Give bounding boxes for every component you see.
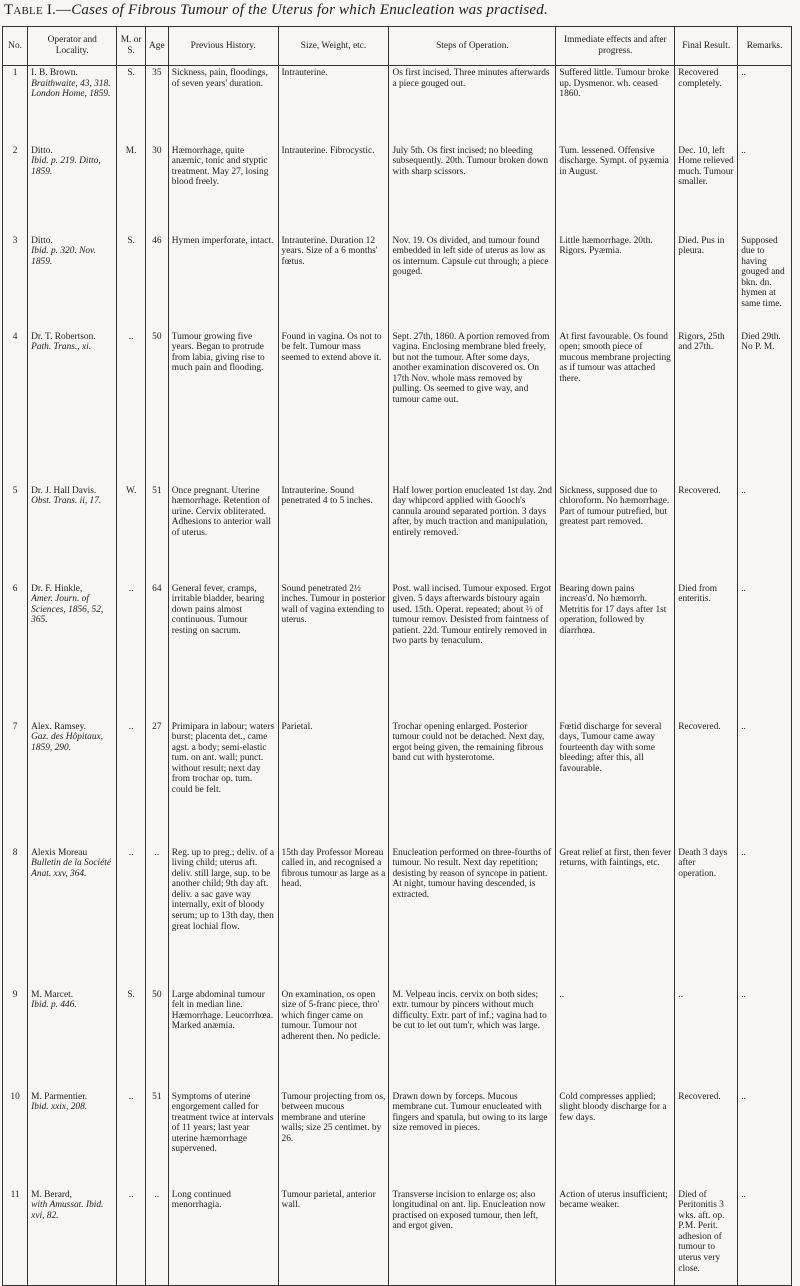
cell-effects: Cold compresses applied; slight bloody discharge for a few days. xyxy=(556,1090,675,1188)
cell-age: 35 xyxy=(145,66,168,144)
cell-size: Sound penetrated 2½ inches. Tumour in posterior wall of vagina extending to uterus. xyxy=(278,582,389,720)
table-row xyxy=(3,234,792,330)
header-result: Final Result. xyxy=(675,27,738,66)
cell-result: .. xyxy=(675,988,738,1090)
cell-no: 4 xyxy=(3,330,28,484)
cell-no: 10 xyxy=(3,1090,28,1188)
header-history: Previous History. xyxy=(168,27,278,66)
table-row xyxy=(3,66,792,144)
cell-steps: July 5th. Os first incised; no bleeding subsequently. 20th. Tumour broken down with sharp scissors. xyxy=(389,144,556,234)
cell-remarks: .. xyxy=(738,66,792,144)
header-operator: Operator and Locality. xyxy=(28,27,117,66)
operator-reference: Ibid. p. 320. Nov. 1859. xyxy=(31,246,96,267)
cell-operator xyxy=(28,330,117,484)
cell-operator xyxy=(28,484,117,582)
cell-size: Tumour projecting from os, between mucous membrane and uterine walls; size 25 centimet. by 26. xyxy=(278,1090,389,1188)
cell-result: Recovered. xyxy=(675,1090,738,1188)
header-remarks: Remarks. xyxy=(738,27,792,66)
cell-operator xyxy=(28,1090,117,1188)
table-row xyxy=(3,144,792,234)
operator-reference: Path. Trans., xi. xyxy=(31,342,92,353)
cell-result: Recovered. xyxy=(675,720,738,846)
cell-size: Found in vagina. Os not to be felt. Tumour mass seemed to extend above it. xyxy=(278,330,389,484)
cell-ms: .. xyxy=(117,1188,146,1286)
cell-steps: Os first incised. Three minutes afterwards a piece gouged out. xyxy=(389,66,556,144)
cell-age: 51 xyxy=(145,1090,168,1188)
cell-age: 50 xyxy=(145,330,168,484)
cell-steps: Trochar opening enlarged. Posterior tumour could not be detached. Next day, ergot being given, the remaining fibrous band cut with hysterotome. xyxy=(389,720,556,846)
cell-size: Intrauterine. xyxy=(278,66,389,144)
cell-operator xyxy=(28,582,117,720)
cell-steps: Half lower portion enucleated 1st day. 2nd day whipcord applied with Gooch's cannula around separated portion. 3 days after, by much traction and manipulation, entirely removed. xyxy=(389,484,556,582)
cell-size: Intrauterine. Fibrocystic. xyxy=(278,144,389,234)
header-no: No. xyxy=(3,27,28,66)
cell-age: 51 xyxy=(145,484,168,582)
cell-steps: Enucleation performed on three-fourths of tumour. No result. Next day repetition; desisting by reason of syncope in patient. At night, tumour having descended, is extracted. xyxy=(389,846,556,988)
operator-reference: Amer. Journ. of Sciences, 1856, 52, 365. xyxy=(31,594,104,626)
cell-effects: Bearing down pains increas'd. No hæmorrh. Metritis for 17 days after 1st operation, followed by diarrhœa. xyxy=(556,582,675,720)
cell-operator xyxy=(28,720,117,846)
cell-steps: Transverse incision to enlarge os; also longitudinal on ant. lip. Enucleation now practised on exposed tumour, then left, and ergot given. xyxy=(389,1188,556,1286)
cell-no: 9 xyxy=(3,988,28,1090)
cell-remarks: .. xyxy=(738,1090,792,1188)
cell-ms: .. xyxy=(117,330,146,484)
cell-no: 7 xyxy=(3,720,28,846)
cell-result: Died from enteritis. xyxy=(675,582,738,720)
cell-steps: Drawn down by forceps. Mucous membrane cut. Tumour enucleated with fingers and spatula, but owing to its large size removed in pieces. xyxy=(389,1090,556,1188)
cell-age: .. xyxy=(145,846,168,988)
page-title: Table I.—Cases of Fibrous Tumour of the Uterus for which Enucleation was practised. xyxy=(4,2,548,18)
operator-name: Ditto. xyxy=(31,145,53,156)
cell-remarks: .. xyxy=(738,144,792,234)
cell-history: Primipara in labour; waters burst; placenta det., came agst. a body; semi-elastic tum. on ant. wall; punct. without result; next day from trochar op. tum. could be felt. xyxy=(168,720,278,846)
cell-size: Parietal. xyxy=(278,720,389,846)
cell-size: On examination, os open size of 5-franc piece, thro' which finger came on tumour. Tumour not adherent then. No pedicle. xyxy=(278,988,389,1090)
header-ms: M. or S. xyxy=(117,27,146,66)
header-steps: Steps of Operation. xyxy=(389,27,556,66)
cell-effects: At first favourable. Os found open; smooth piece of mucous membrane projecting as if tumour was attached there. xyxy=(556,330,675,484)
cell-effects: .. xyxy=(556,988,675,1090)
operator-reference: Ibid. xxix, 208. xyxy=(31,1102,88,1113)
cell-steps: Post. wall incised. Tumour exposed. Ergot given. 5 days afterwards bistoury again used. 15th. Operat. repeated; about ⅔ of tumour remov. Desisted from faintness of patient. 22d. Tumour entirely removed in two parts by tenaculum. xyxy=(389,582,556,720)
operator-reference: Ibid. p. 446. xyxy=(31,1000,77,1011)
operator-reference: Gaz. des Hôpitaux, 1859, 290. xyxy=(31,732,104,753)
cell-effects: Fœtid discharge for several days, Tumour came away fourteenth day with some bleeding; after this, all favourable. xyxy=(556,720,675,846)
cell-history: Symptoms of uterine engorgement called for treatment twice at intervals of 11 years; last year uterine hæmorrhage supervened. xyxy=(168,1090,278,1188)
table-label: Table I. xyxy=(4,2,56,18)
cell-operator xyxy=(28,66,117,144)
cell-effects: Action of uterus insufficient; became weaker. xyxy=(556,1188,675,1286)
operator-name: M. Berard, xyxy=(31,1189,73,1200)
table-row xyxy=(3,582,792,720)
cell-result: Death 3 days after operation. xyxy=(675,846,738,988)
cell-size: 15th day Professor Moreau called in, and recognised a fibrous tumour as large as a head. xyxy=(278,846,389,988)
operator-name: Dr. T. Robertson. xyxy=(31,331,96,342)
operator-name: M. Marcet. xyxy=(31,989,74,1000)
cell-result: Recovered completely. xyxy=(675,66,738,144)
cell-no: 5 xyxy=(3,484,28,582)
cell-history: Tumour growing five years. Began to protrude from labia, giving rise to much pain and flooding. xyxy=(168,330,278,484)
cell-effects: Sickness, supposed due to chloroform. No hæmorrhage. Part of tumour putrefied, but greatest part removed. xyxy=(556,484,675,582)
cell-history: General fever, cramps, irritable bladder, bearing down pains almost continuous. Tumour resting on sacrum. xyxy=(168,582,278,720)
operator-reference: with Amussat. Ibid. xvi, 82. xyxy=(31,1200,104,1221)
table-row xyxy=(3,720,792,846)
cell-age: 46 xyxy=(145,234,168,330)
cell-remarks: Supposed due to having gouged and bkn. dn. hymen at same time. xyxy=(738,234,792,330)
operator-reference: Braithwaite, 43, 318. London Home, 1859. xyxy=(31,78,111,100)
cell-history: Hæmorrhage, quite anæmic, tonic and styptic treatment. May 27, losing blood freely. xyxy=(168,144,278,234)
operator-name: Dr. F. Hinkle, xyxy=(31,583,83,594)
cell-operator xyxy=(28,234,117,330)
cell-operator xyxy=(28,1188,117,1286)
cell-ms: .. xyxy=(117,846,146,988)
table-row xyxy=(3,484,792,582)
cell-history: Large abdominal tumour felt in median line. Hæmorrhage. Leucorrhœa. Marked anæmia. xyxy=(168,988,278,1090)
operator-name: I. B. Brown. xyxy=(31,68,78,78)
cell-ms: .. xyxy=(117,1090,146,1188)
cell-history: Once pregnant. Uterine hæmorrhage. Retention of urine. Cervix obliterated. Adhesions to anterior wall of uterus. xyxy=(168,484,278,582)
cell-age: .. xyxy=(145,1188,168,1286)
cell-ms: .. xyxy=(117,582,146,720)
cell-effects: Suffered little. Tumour broke up. Dysmenor. wh. ceased 1860. xyxy=(556,66,675,144)
table-row xyxy=(3,846,792,988)
table-subtitle: Cases of Fibrous Tumour of the Uterus for which Enucleation was practised. xyxy=(71,2,548,18)
cell-ms: S. xyxy=(117,66,146,144)
header-size: Size, Weight, etc. xyxy=(278,27,389,66)
cell-no: 11 xyxy=(3,1188,28,1286)
cell-remarks: .. xyxy=(738,720,792,846)
cell-operator xyxy=(28,988,117,1090)
cell-remarks: .. xyxy=(738,582,792,720)
cell-size: Intrauterine. Duration 12 years. Size of a 6 months' fœtus. xyxy=(278,234,389,330)
table-row xyxy=(3,330,792,484)
cell-history: Sickness, pain, floodings, of seven years' duration. xyxy=(168,66,278,144)
cell-no: 6 xyxy=(3,582,28,720)
cell-age: 50 xyxy=(145,988,168,1090)
cell-no: 3 xyxy=(3,234,28,330)
cell-operator xyxy=(28,144,117,234)
operator-reference: Bulletin de la Société Anat. xxv, 364. xyxy=(31,858,112,879)
cell-remarks: .. xyxy=(738,988,792,1090)
cell-size: Tumour parietal, anterior wall. xyxy=(278,1188,389,1286)
operator-reference: Obst. Trans. ii, 17. xyxy=(31,496,102,507)
cell-operator xyxy=(28,846,117,988)
table-row xyxy=(3,1188,792,1286)
cell-steps: Sept. 27th, 1860. A portion removed from vagina. Enclosing membrane bled freely, but not the tumour. After some days, another examination discovered os. On 17th Nov. whole mass removed by pulling. Os seemed to give way, and tumour came out. xyxy=(389,330,556,484)
header-effects: Immediate effects and after progress. xyxy=(556,27,675,66)
operator-name: Ditto. xyxy=(31,235,53,246)
header-row xyxy=(3,27,792,66)
cell-remarks: Died 29th. No P. M. xyxy=(738,330,792,484)
cell-effects: Great relief at first, then fever returns, with faintings, etc. xyxy=(556,846,675,988)
cell-history: Hymen imperforate, intact. xyxy=(168,234,278,330)
table-row xyxy=(3,1090,792,1188)
cell-history: Long continued menorrhagia. xyxy=(168,1188,278,1286)
cell-result: Dec. 10, left Home relieved much. Tumour smaller. xyxy=(675,144,738,234)
cell-remarks: .. xyxy=(738,846,792,988)
cell-ms: W. xyxy=(117,484,146,582)
cell-effects: Little hæmorrhage. 20th. Rigors. Pyæmia. xyxy=(556,234,675,330)
cases-table xyxy=(2,26,792,1286)
table-row xyxy=(3,988,792,1090)
cell-ms: M. xyxy=(117,144,146,234)
cell-steps: Nov. 19. Os divided, and tumour found embedded in left side of uterus as low as os internum. Capsule cut through; a piece gouged. xyxy=(389,234,556,330)
cell-remarks: .. xyxy=(738,484,792,582)
cell-ms: S. xyxy=(117,234,146,330)
cell-result: Died of Peritonitis 3 wks. aft. op. P.M. Perit. adhesion of tumour to uterus very close. xyxy=(675,1188,738,1286)
header-age: Age xyxy=(145,27,168,66)
cell-no: 1 xyxy=(3,66,28,144)
cell-result: Died. Pus in pleura. xyxy=(675,234,738,330)
cell-age: 30 xyxy=(145,144,168,234)
cell-ms: S. xyxy=(117,988,146,1090)
operator-name: Alexis Moreau xyxy=(31,847,88,858)
cell-age: 64 xyxy=(145,582,168,720)
cell-ms: .. xyxy=(117,720,146,846)
operator-name: M. Parmentier. xyxy=(31,1091,88,1102)
operator-name: Dr. J. Hall Davis. xyxy=(31,485,97,496)
cell-history: Reg. up to preg.; deliv. of a living child; uterus aft. deliv. still large, sup. to be another child; 9th day aft. deliv. a sac gave way internally, exit of bloody serum; up to 13th day, then great lochial flow. xyxy=(168,846,278,988)
cell-size: Intrauterine. Sound penetrated 4 to 5 inches. xyxy=(278,484,389,582)
cell-steps: M. Velpeau incis. cervix on both sides; extr. tumour by pincers without much difficulty. Extr. part of inf.; vagina had to be cut to let out tum'r, which was large. xyxy=(389,988,556,1090)
cell-remarks: .. xyxy=(738,1188,792,1286)
cell-effects: Tum. lessened. Offensive discharge. Sympt. of pyæmia in August. xyxy=(556,144,675,234)
cell-result: Recovered. xyxy=(675,484,738,582)
cell-age: 27 xyxy=(145,720,168,846)
cell-result: Rigors, 25th and 27th. xyxy=(675,330,738,484)
operator-reference: Ibid. p. 219. Ditto, 1859. xyxy=(31,156,101,177)
cell-no: 2 xyxy=(3,144,28,234)
cell-no: 8 xyxy=(3,846,28,988)
operator-name: Alex. Ramsey. xyxy=(31,721,87,732)
